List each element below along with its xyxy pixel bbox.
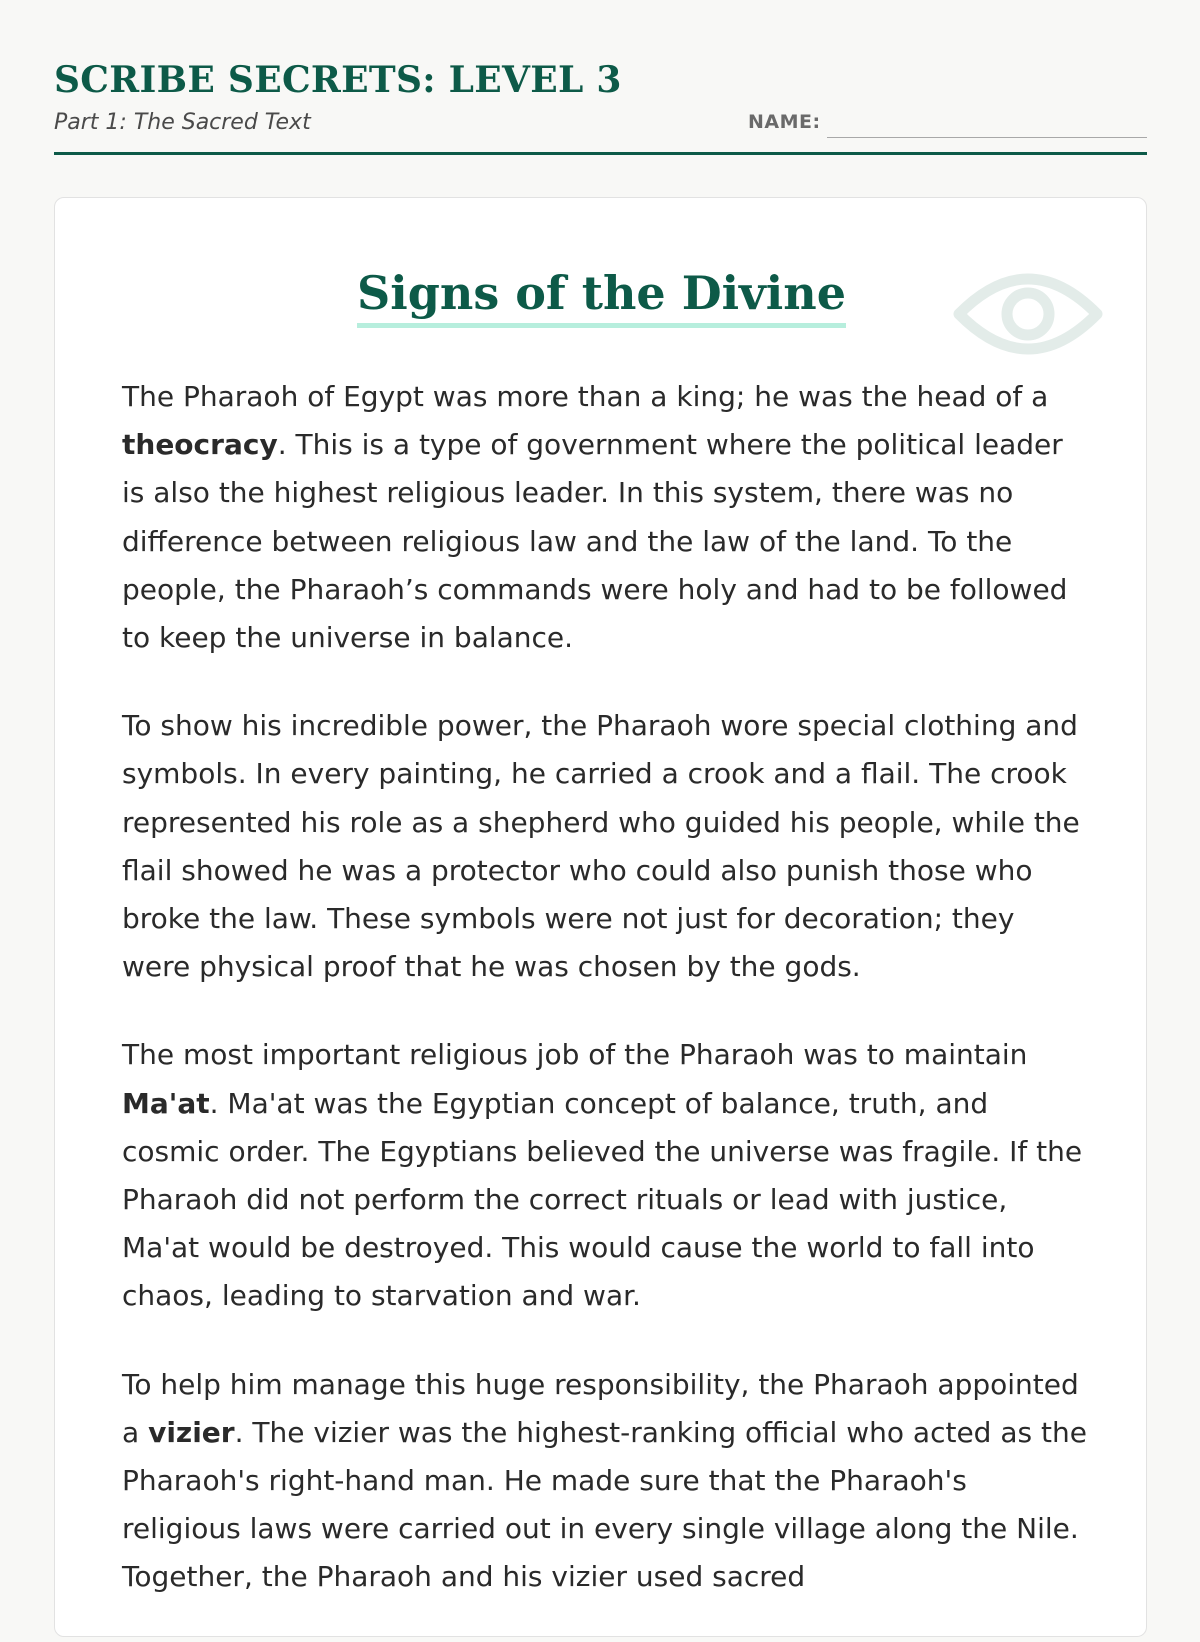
paragraph-vizier bbox=[122, 1361, 1087, 1602]
name-label: NAME: bbox=[748, 111, 821, 133]
paragraph-symbols: To show his incredible power, the Pharaoh wore special clothing and symbols. In every painting, he carried a crook and a flail. The crook represented his role as a shepherd who guided his people, while the flail showed he was a protector who could also punish those who broke the law. These symbols were not just for decoration; they were physical proof that he was chosen by the gods. bbox=[122, 709, 1080, 984]
paragraph-text: To help him manage this huge responsibility, the Pharaoh appointed a bbox=[122, 1367, 1079, 1449]
reading-card bbox=[54, 197, 1147, 1637]
article-title bbox=[55, 263, 1148, 328]
article-body bbox=[122, 373, 1087, 1642]
paragraph-maat bbox=[122, 1031, 1087, 1320]
key-term-theocracy: theocracy bbox=[122, 428, 278, 462]
paragraph-text: . This is a type of government where the political leader is also the highest religious leader. In this system, there was no difference between religious law and the law of the land. To the people, the Pharaoh’s commands were holy and had to be followed to keep the universe in balance. bbox=[122, 428, 1068, 655]
paragraph-theocracy bbox=[122, 373, 1087, 662]
name-field[interactable] bbox=[827, 137, 1147, 138]
article-title-text: Signs of the Divine bbox=[357, 263, 846, 328]
worksheet-subtitle: Part 1: The Sacred Text bbox=[54, 110, 311, 135]
worksheet-header bbox=[54, 55, 1147, 155]
paragraph-text: The Pharaoh of Egypt was more than a king; he was the head of a bbox=[122, 380, 1049, 413]
paragraph-text: . The vizier was the highest-ranking official who acted as the Pharaoh's right-hand man. He made sure that the Pharaoh's religious laws were carried out in every single village along the Nile. Together, the Pharaoh and his vizier used sacred bbox=[122, 1415, 1087, 1594]
paragraph-text: The most important religious job of the Pharaoh was to maintain bbox=[122, 1038, 1028, 1072]
key-term-vizier: vizier bbox=[148, 1415, 235, 1449]
paragraph-text: . Ma'at was the Egyptian concept of balance, truth, and cosmic order. The Egyptians believed the universe was fragile. If the Pharaoh did not perform the correct rituals or lead with justice, Ma'at would be destroyed. This would cause the world to fall into chaos, leading to starvation and war. bbox=[122, 1086, 1083, 1313]
key-term-maat: Ma'at bbox=[122, 1086, 210, 1120]
worksheet-title: SCRIBE SECRETS: LEVEL 3 bbox=[54, 59, 622, 101]
